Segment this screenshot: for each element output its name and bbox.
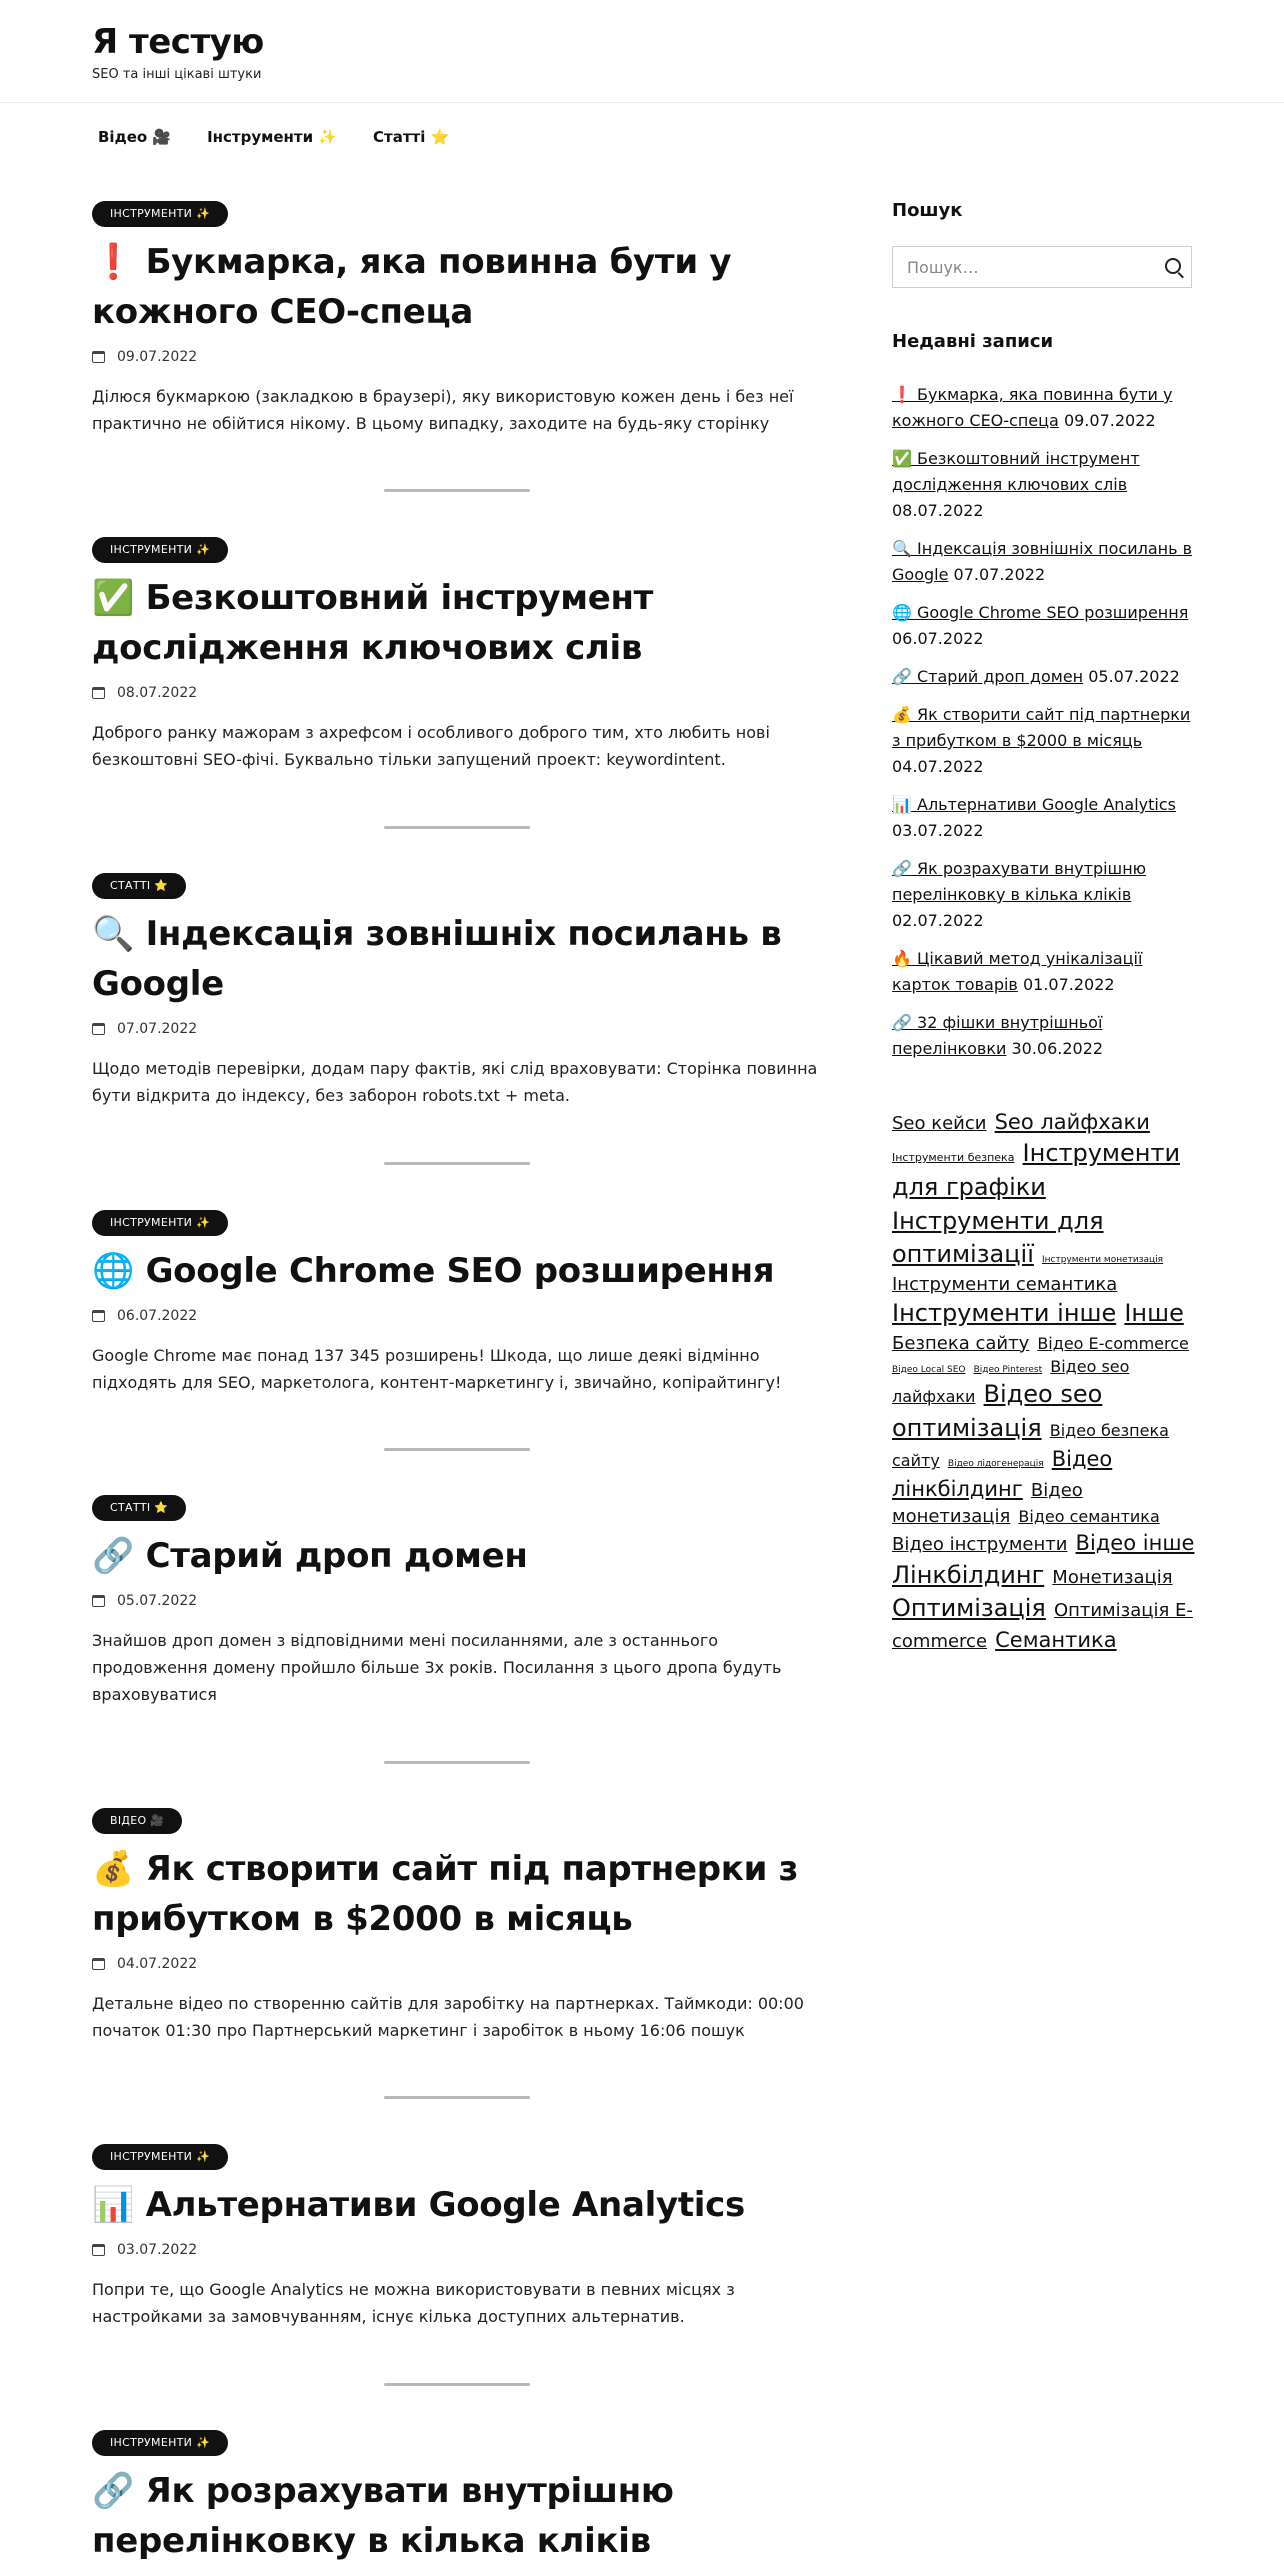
tag-link[interactable]: Інструменти для оптимізації (892, 1206, 1104, 1269)
category-badge[interactable]: ІНСТРУМЕНТИ ✨ (92, 2430, 228, 2456)
nav-item-tools[interactable]: Інструменти ✨ (207, 128, 338, 146)
category-badge[interactable]: СТАТТІ ⭐ (92, 1495, 186, 1521)
post-title[interactable]: 💰 Як створити сайт під партнерки з прибутком в $2000 в місяць (92, 1849, 799, 1939)
category-badge[interactable]: СТАТТІ ⭐ (92, 873, 186, 899)
recent-post-item (892, 702, 1202, 780)
tag-link[interactable]: Відео монетизація (892, 1479, 1083, 1528)
calendar-icon (92, 2244, 105, 2256)
tag-link[interactable]: Інструменти безпека (892, 1151, 1015, 1165)
tag-link[interactable]: Відео інструменти (892, 1534, 1068, 1556)
tag-link[interactable]: Відео E-commerce (1037, 1333, 1189, 1353)
category-badge[interactable]: ВІДЕО 🎥 (92, 1808, 182, 1834)
site-header (0, 0, 1284, 103)
post-excerpt: Детальне відео по створенню сайтів для заробітку на партнерках. Таймкоди: 00:00 початок 01:30 про Партнерський маркетинг і заробіток в ньому 16:06 пошук (92, 1994, 804, 2040)
recent-post-link[interactable]: 📊 Альтернативи Google Analytics (892, 795, 1176, 814)
tag-link[interactable]: Інструменти інше (892, 1298, 1117, 1327)
post-date[interactable]: 09.07.2022 (117, 349, 198, 365)
post-title[interactable]: 🔗 Як розрахувати внутрішню перелінковку в кілька кліків (92, 2471, 674, 2561)
recent-posts-list (892, 382, 1202, 1074)
calendar-icon (92, 687, 105, 699)
post-excerpt: Щодо методів перевірки, додам пару фактів, які слід враховувати: Сторінка повинна бути відкрита до індексу, без заборон robots.txt + meta. (92, 1059, 818, 1105)
tag-link[interactable]: Монетизація (1052, 1566, 1173, 1588)
main-nav (92, 124, 479, 150)
recent-post-date: 02.07.2022 (892, 911, 984, 930)
recent-post-date: 09.07.2022 (1063, 411, 1156, 430)
post-date[interactable]: 03.07.2022 (117, 2242, 198, 2258)
calendar-icon (92, 351, 105, 363)
recent-post-item (892, 856, 1202, 934)
category-badge[interactable]: ІНСТРУМЕНТИ ✨ (92, 1210, 228, 1236)
post-separator (384, 2383, 530, 2386)
tag-link[interactable]: Інструменти для графіки (892, 1139, 1181, 1201)
post-item (92, 2430, 822, 2566)
recent-post-link[interactable]: 🔍 Індексація зовнішніх посилань в Google (892, 539, 1193, 584)
post-meta (92, 1015, 822, 1043)
post-meta (92, 1950, 822, 1978)
tag-link[interactable]: Безпека сайту (892, 1332, 1030, 1354)
category-badge[interactable]: ІНСТРУМЕНТИ ✨ (92, 201, 228, 227)
search-icon[interactable] (1165, 258, 1181, 274)
recent-post-date: 05.07.2022 (1088, 667, 1180, 686)
post-title[interactable]: ✅ Безкоштовний інструмент дослідження ключових слів (92, 578, 654, 668)
nav-item-video[interactable]: Відео 🎥 (98, 128, 172, 146)
tag-link[interactable]: Семантика (995, 1627, 1117, 1652)
post-meta (92, 1587, 822, 1615)
recent-post-item (892, 792, 1202, 844)
category-badge[interactable]: ІНСТРУМЕНТИ ✨ (92, 537, 228, 563)
recent-post-date: 30.06.2022 (1011, 1039, 1104, 1058)
recent-post-item (892, 536, 1202, 588)
recent-post-link[interactable]: ❗ Букмарка, яка повинна бути у кожного СЕО-спеца (892, 385, 1173, 430)
recent-post-link[interactable]: 🔥 Цікавий метод унікалізації карток товарів (892, 949, 1143, 994)
post-separator (384, 489, 530, 492)
search-box (892, 246, 1192, 288)
post-title[interactable]: 🔍 Індексація зовнішніх посилань в Google (92, 914, 782, 1004)
tag-link[interactable]: Оптимізація E-commerce (892, 1600, 1193, 1652)
recent-post-link[interactable]: 🔗 Старий дроп домен (892, 667, 1084, 686)
recent-post-item (892, 382, 1202, 434)
recent-post-date: 03.07.2022 (892, 821, 984, 840)
tag-link[interactable]: Лінкбілдинг (892, 1560, 1045, 1589)
recent-post-item (892, 664, 1202, 690)
recent-post-link[interactable]: ✅ Безкоштовний інструмент дослідження ключових слів (892, 449, 1140, 494)
calendar-icon (92, 1310, 105, 1322)
post-item (92, 201, 822, 437)
post-date[interactable]: 08.07.2022 (117, 685, 198, 701)
recent-post-item (892, 946, 1202, 998)
post-meta (92, 1302, 822, 1330)
calendar-icon (92, 1595, 105, 1607)
post-excerpt: Попри те, що Google Analytics не можна використовувати в певних місцях з настройками за замовчуванням, існує кілька доступних альтернатив. (92, 2280, 735, 2326)
post-meta (92, 2236, 822, 2264)
post-date[interactable]: 04.07.2022 (117, 1956, 198, 1972)
site-description: SEO та інші цікаві штуки (92, 67, 262, 82)
post-meta (92, 679, 822, 707)
tag-link[interactable]: Інструменти монетизація (1041, 1255, 1164, 1266)
tag-link[interactable]: Відео семантика (1018, 1507, 1160, 1527)
category-badge[interactable]: ІНСТРУМЕНТИ ✨ (92, 2144, 228, 2170)
calendar-icon (92, 1958, 105, 1970)
post-item (92, 2144, 822, 2330)
recent-post-date: 07.07.2022 (953, 565, 1046, 584)
post-title[interactable]: 🔗 Старий дроп домен (92, 1536, 528, 1576)
post-excerpt: Знайшов дроп домен з відповідними мені посиланнями, але з останнього продовження домену пройшло більше 3х років. Посилання з цього дропа будуть враховуватися (92, 1631, 782, 1704)
post-date[interactable]: 07.07.2022 (117, 1021, 198, 1037)
tag-link[interactable]: Інше (1124, 1298, 1184, 1327)
nav-item-articles[interactable]: Статті ⭐ (373, 128, 450, 146)
post-item (92, 873, 822, 1109)
post-item (92, 1808, 822, 2044)
recent-post-link[interactable]: 💰 Як створити сайт під партнерки з прибутком в $2000 в місяць (892, 705, 1191, 750)
post-item (92, 537, 822, 773)
tag-link[interactable]: Відео лінкбілдинг (892, 1447, 1113, 1501)
recent-post-date: 04.07.2022 (892, 757, 984, 776)
post-date[interactable]: 05.07.2022 (117, 1593, 198, 1609)
post-item (92, 1495, 822, 1708)
post-separator (384, 1761, 530, 1764)
tag-link[interactable]: Інструменти семантика (892, 1273, 1118, 1295)
site-title[interactable]: Я тестую (92, 22, 264, 62)
recent-post-date: 01.07.2022 (1022, 975, 1115, 994)
tag-link[interactable]: Відео інше (1075, 1531, 1195, 1556)
recent-posts-title: Недавні записи (892, 331, 1054, 352)
search-input[interactable] (907, 258, 1157, 277)
post-date[interactable]: 06.07.2022 (117, 1308, 198, 1324)
tag-link[interactable]: Відео seo лайфхаки (892, 1356, 1130, 1407)
post-excerpt: Google Chrome має понад 137 345 розширень! Шкода, що лише деякі відмінно підходять для SEO, маркетолога, контент-маркетингу і, звичайно, копірайтингу! (92, 1346, 782, 1392)
tag-cloud (892, 1108, 1204, 1655)
post-title[interactable]: 🌐 Google Chrome SEO розширення (92, 1251, 775, 1291)
tag-link[interactable]: Seo лайфхаки (994, 1110, 1150, 1134)
recent-post-date: 06.07.2022 (892, 629, 984, 648)
post-separator (384, 826, 530, 829)
post-separator (384, 1448, 530, 1451)
recent-post-item (892, 1010, 1202, 1062)
post-separator (384, 1162, 530, 1165)
search-widget-title: Пошук (892, 200, 963, 221)
recent-post-date: 08.07.2022 (892, 501, 984, 520)
tag-link[interactable]: Відео Local SEO (892, 1364, 966, 1375)
post-separator (384, 2096, 530, 2099)
tag-link[interactable]: Відео seo оптимізація (892, 1380, 1103, 1442)
post-item (92, 1210, 822, 1396)
recent-post-link[interactable]: 🌐 Google Chrome SEO розширення (892, 603, 1189, 622)
tag-link[interactable]: Відео Pinterest (973, 1364, 1043, 1375)
recent-post-item (892, 600, 1202, 652)
calendar-icon (92, 1023, 105, 1035)
tag-link[interactable]: Seo кейси (892, 1113, 987, 1134)
post-excerpt: Ділюся букмаркою (закладкою в браузері), яку використовую кожен день і без неї практично не обійтися нікому. В цьому випадку, заходите на будь-яку сторінку (92, 387, 794, 433)
recent-post-link[interactable]: 🔗 Як розрахувати внутрішню перелінковку в кілька кліків (892, 859, 1147, 904)
tag-link[interactable]: Оптимізація (892, 1594, 1046, 1623)
post-excerpt: Доброго ранку мажорам з ахрефсом і особливого доброго тим, хто любить нові безкоштовні SEO-фічі. Буквально тільки запущений проект: keywordintent. (92, 723, 770, 769)
recent-post-item (892, 446, 1202, 524)
post-title[interactable]: 📊 Альтернативи Google Analytics (92, 2185, 745, 2225)
post-meta (92, 343, 822, 371)
tag-link[interactable]: Відео безпека сайту (892, 1420, 1169, 1471)
post-title[interactable]: ❗ Букмарка, яка повинна бути у кожного СЕО-спеца (92, 242, 732, 332)
recent-post-link[interactable]: 🔗 32 фішки внутрішньої перелінковки (892, 1013, 1103, 1058)
tag-link[interactable]: Відео лідогенерація (947, 1459, 1044, 1470)
